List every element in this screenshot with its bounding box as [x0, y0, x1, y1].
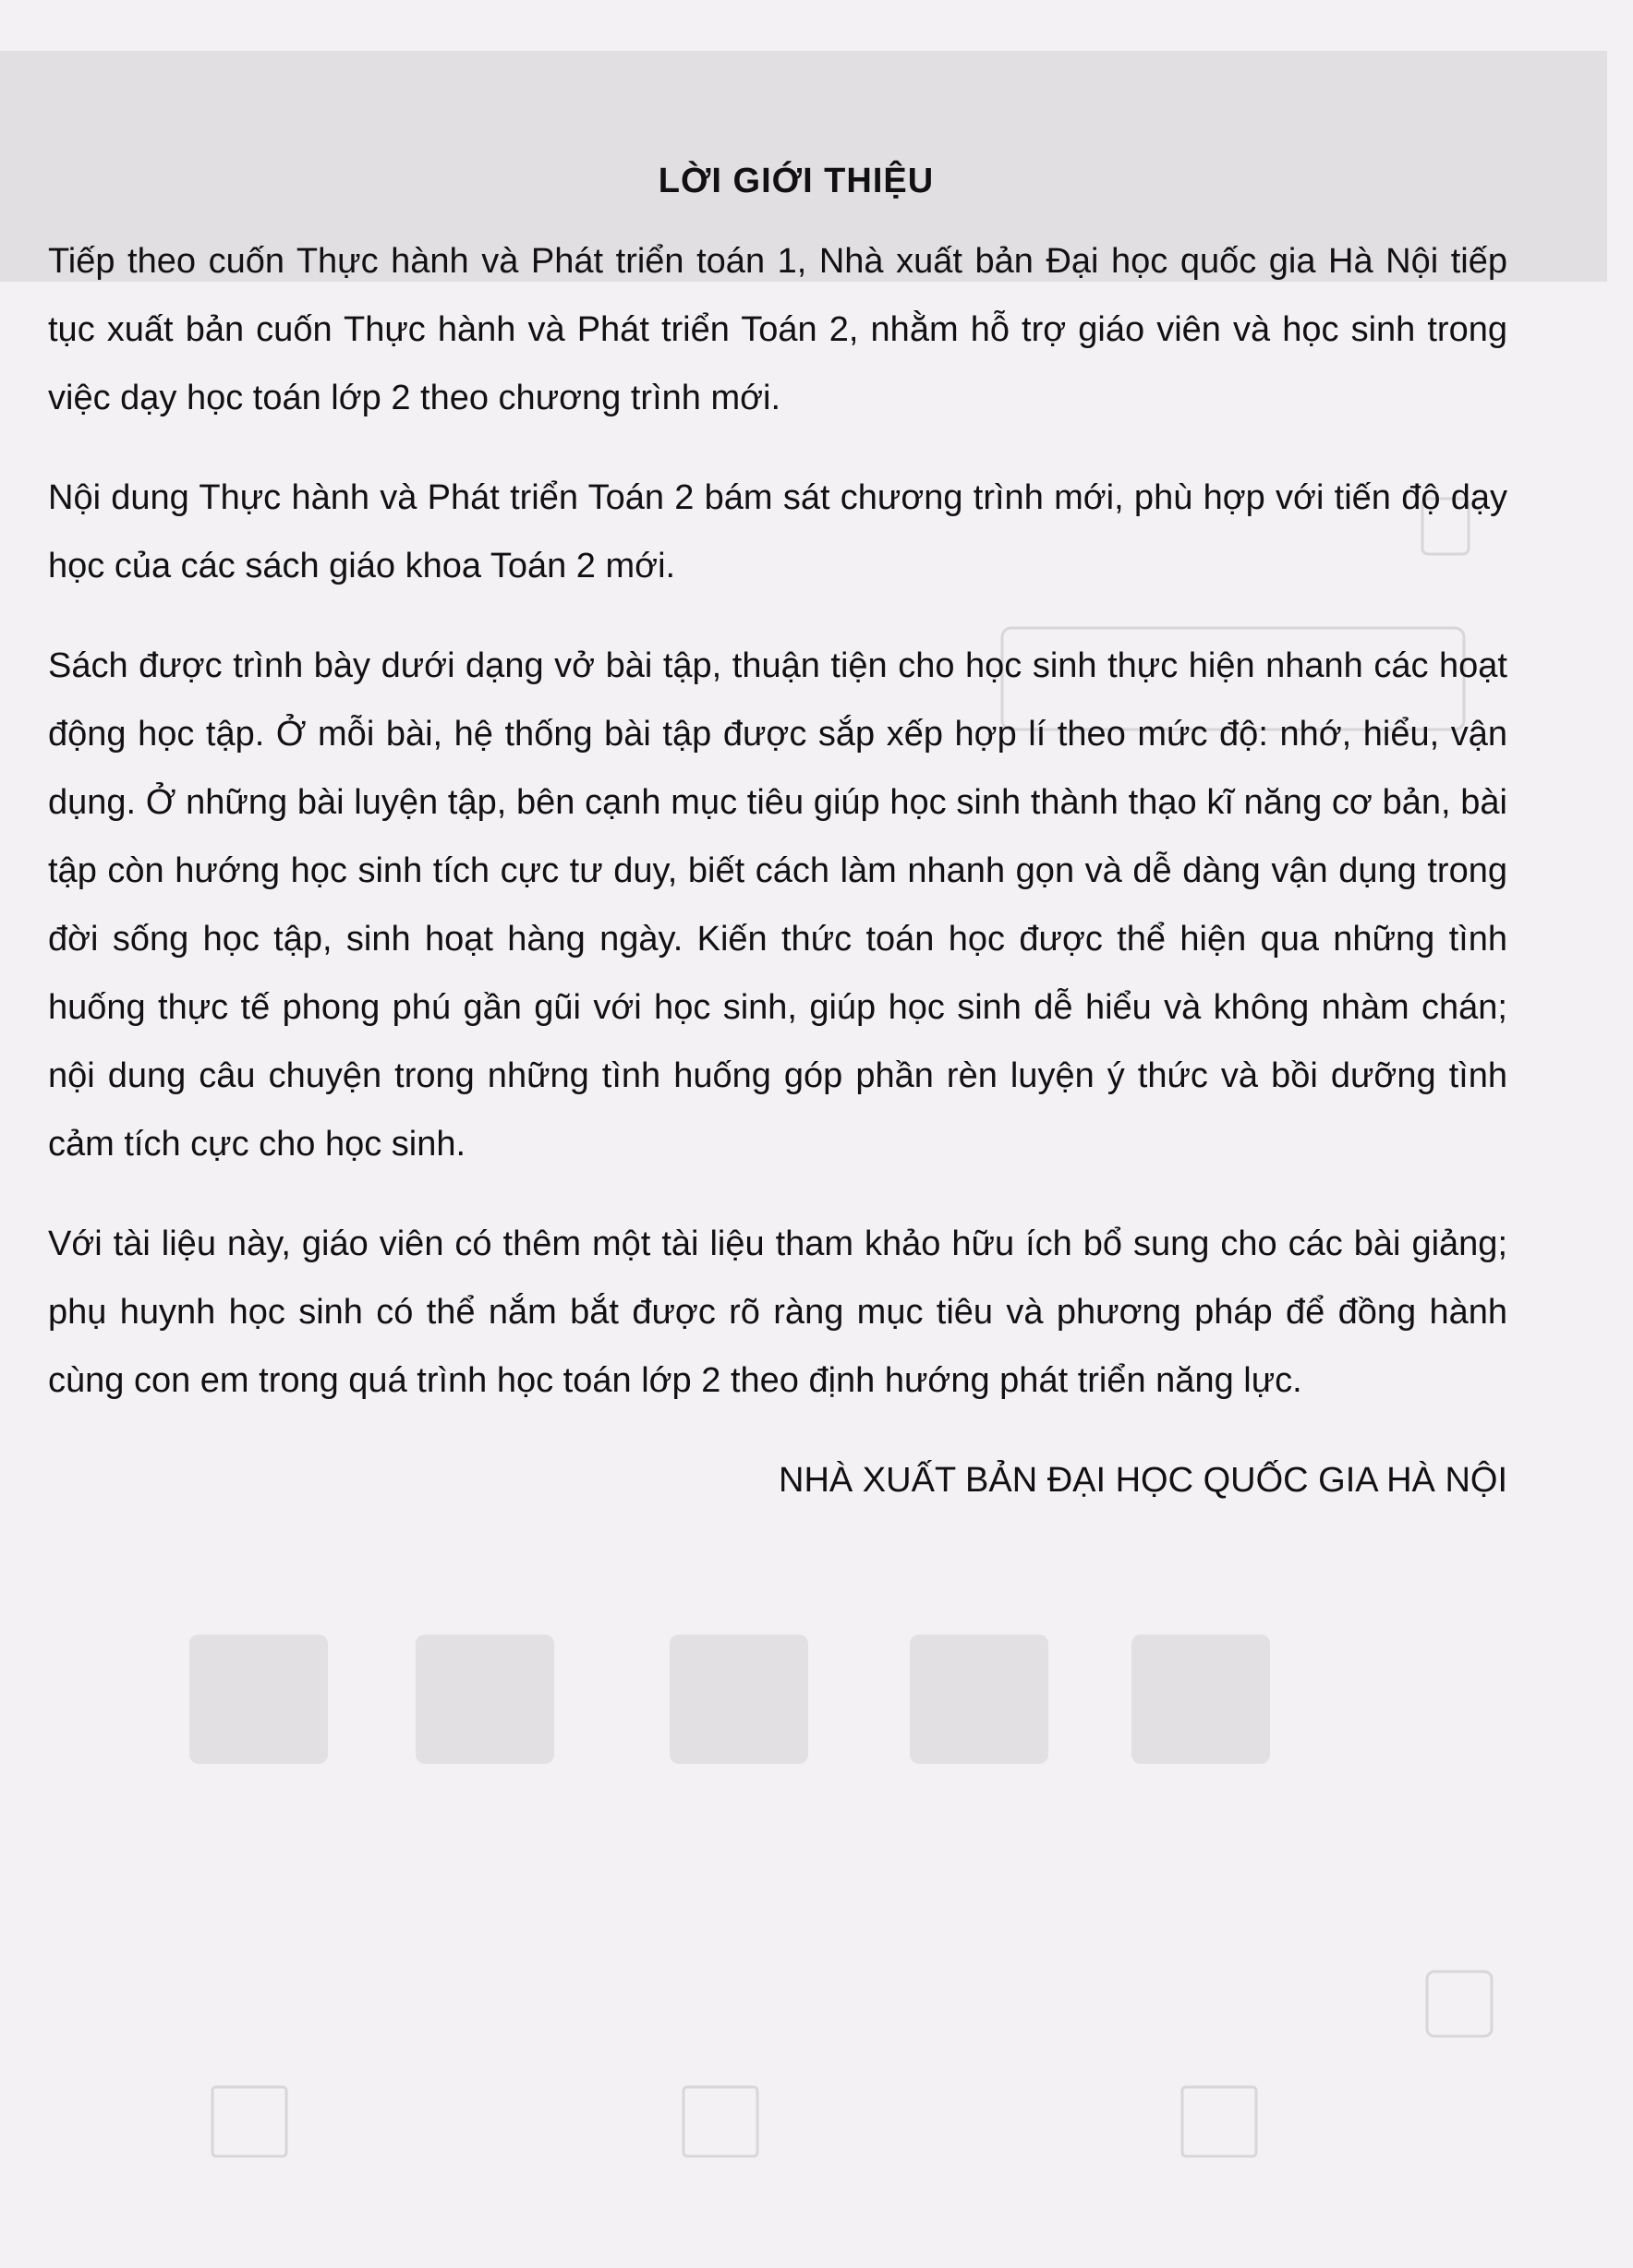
publisher-signature: NHÀ XUẤT BẢN ĐẠI HỌC QUỐC GIA HÀ NỘI [779, 1461, 1507, 1500]
paragraph-3: Sách được trình bày dưới dạng vở bài tập, thuận tiện cho học sinh thực hiện nhanh các hoạt động học tập. Ở mỗi bài, hệ thống bài tập được sắp xếp hợp lí theo mức độ: nhớ, hiểu, vận dụng. Ở những bài luyện tập, bên cạnh mục tiêu giúp học sinh thành thạo kĩ năng cơ bản, bài tập còn hướng học sinh tích cực tư duy, biết cách làm nhanh gọn và dễ dàng vận dụng trong đời sống học tập, sinh hoạt hàng ngày. Kiến thức toán học được thể hiện qua những tình huống thực tế phong phú gần gũi với học sinh, giúp học sinh dễ hiểu và không nhàm chán; nội dung câu chuyện trong những tình huống góp phần rèn luyện ý thức và bồi dưỡng tình cảm tích cực cho học sinh. [48, 646, 1507, 1164]
page-title: LỜI GIỚI THIỆU [658, 162, 935, 200]
paragraph-2: Nội dung Thực hành và Phát triển Toán 2 bám sát chương trình mới, phù hợp với tiến độ dạy học của các sách giáo khoa Toán 2 mới. [48, 478, 1507, 585]
paragraph-4: Với tài liệu này, giáo viên có thêm một tài liệu tham khảo hữu ích bổ sung cho các bài giảng; phụ huynh học sinh có thể nắm bắt được rõ ràng mục tiêu và phương pháp để đồng hành cùng con em trong quá trình học toán lớp 2 theo định hướng phát triển năng lực. [48, 1224, 1507, 1400]
document-page [48, 162, 1507, 1514]
paragraph-1: Tiếp theo cuốn Thực hành và Phát triển toán 1, Nhà xuất bản Đại học quốc gia Hà Nội tiếp tục xuất bản cuốn Thực hành và Phát triển Toán 2, nhằm hỗ trợ giáo viên và học sinh trong việc dạy học toán lớp 2 theo chương trình mới. [48, 242, 1507, 417]
